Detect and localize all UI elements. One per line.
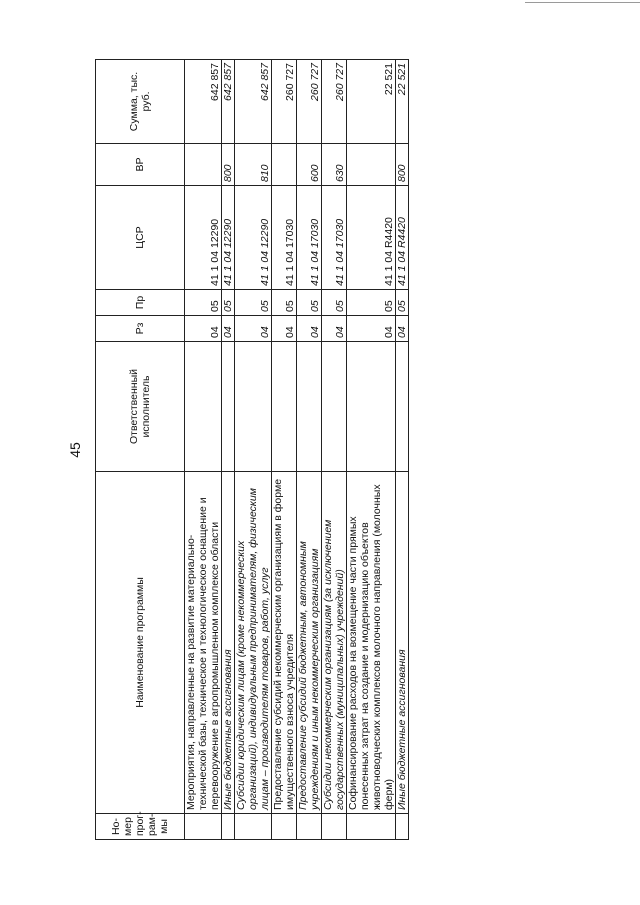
cell-pr: 05 — [185, 290, 222, 316]
table-row — [235, 60, 272, 840]
cell-pr: 05 — [222, 290, 235, 316]
cell-csr: 41 1 04 17030 — [272, 186, 297, 290]
cell-pr: 05 — [272, 290, 297, 316]
cell-csr: 41 1 04 12290 — [235, 186, 272, 290]
cell-responsible — [222, 342, 235, 472]
cell-pr: 05 — [235, 290, 272, 316]
cell-responsible — [396, 342, 409, 472]
cell-rz: 04 — [297, 316, 322, 342]
cell-program-number — [272, 814, 297, 840]
cell-vr: 600 — [297, 144, 322, 186]
cell-responsible — [235, 342, 272, 472]
cell-responsible — [347, 342, 396, 472]
cell-pr: 05 — [297, 290, 322, 316]
cell-program-name: Мероприятия, направленные на развитие материально-технической базы, техническое и технологическое оснащение и перевооружение в агропромышленном комплексе области — [185, 472, 222, 814]
header-sum: Сумма, тыс. руб. — [96, 60, 185, 144]
cell-csr: 41 1 04 R4420 — [396, 186, 409, 290]
cell-program-name: Софинансирование расходов на возмещение части прямых понесенных затрат на создание и модернизацию объектов животноводческих комплексов молочного направления (молочных ферм) — [347, 472, 396, 814]
cell-rz: 04 — [272, 316, 297, 342]
cell-sum: 22 521 — [396, 60, 409, 144]
cell-rz: 04 — [322, 316, 347, 342]
header-program-number: Но-мер прог-рам-мы — [96, 814, 185, 840]
top-edge-rule — [525, 2, 640, 3]
cell-program-number — [222, 814, 235, 840]
page-number: 45 — [67, 442, 83, 458]
header-pr: Пр — [96, 290, 185, 316]
table-row — [322, 60, 347, 840]
cell-vr — [272, 144, 297, 186]
cell-vr: 800 — [396, 144, 409, 186]
header-vr: ВР — [96, 144, 185, 186]
cell-responsible — [185, 342, 222, 472]
cell-sum: 22 521 — [347, 60, 396, 144]
header-rz: Рз — [96, 316, 185, 342]
cell-program-name: Предоставление субсидий некоммерческим организациям в форме имущественного взноса учредителя — [272, 472, 297, 814]
table-header-row — [96, 60, 185, 840]
cell-csr: 41 1 04 R4420 — [347, 186, 396, 290]
table-row — [222, 60, 235, 840]
table-row — [347, 60, 396, 840]
cell-pr: 05 — [396, 290, 409, 316]
cell-program-name: Субсидии некоммерческим организациям (за исключением государственных (муниципальных) учреждений) — [322, 472, 347, 814]
cell-program-number — [235, 814, 272, 840]
cell-program-number — [297, 814, 322, 840]
cell-program-name: Предоставление субсидий бюджетным, автономным учреждениям и иным некоммерческим организациям — [297, 472, 322, 814]
table-row — [396, 60, 409, 840]
cell-vr — [347, 144, 396, 186]
cell-sum: 642 857 — [222, 60, 235, 144]
header-program-name: Наименование программы — [96, 472, 185, 814]
budget-table — [95, 59, 409, 840]
cell-sum: 260 727 — [322, 60, 347, 144]
cell-sum: 260 727 — [297, 60, 322, 144]
cell-responsible — [297, 342, 322, 472]
cell-rz: 04 — [396, 316, 409, 342]
cell-csr: 41 1 04 12290 — [222, 186, 235, 290]
rotated-landscape-page — [65, 60, 535, 840]
table-row — [297, 60, 322, 840]
cell-pr: 05 — [347, 290, 396, 316]
table-row — [185, 60, 222, 840]
cell-vr: 810 — [235, 144, 272, 186]
cell-rz: 04 — [185, 316, 222, 342]
cell-sum: 260 727 — [272, 60, 297, 144]
cell-pr: 05 — [322, 290, 347, 316]
cell-csr: 41 1 04 12290 — [185, 186, 222, 290]
cell-responsible — [322, 342, 347, 472]
cell-sum: 642 857 — [185, 60, 222, 144]
cell-csr: 41 1 04 17030 — [297, 186, 322, 290]
cell-rz: 04 — [347, 316, 396, 342]
cell-sum: 642 857 — [235, 60, 272, 144]
cell-rz: 04 — [222, 316, 235, 342]
table-row — [272, 60, 297, 840]
cell-rz: 04 — [235, 316, 272, 342]
cell-program-name: Иные бюджетные ассигнования — [222, 472, 235, 814]
cell-program-number — [396, 814, 409, 840]
cell-program-name: Субсидии юридическим лицам (кроме некоммерческих организаций), индивидуальным предпринимателям, физическим лицам – производителям товаров, работ, услуг — [235, 472, 272, 814]
header-csr: ЦСР — [96, 186, 185, 290]
cell-vr — [185, 144, 222, 186]
cell-csr: 41 1 04 17030 — [322, 186, 347, 290]
cell-program-number — [347, 814, 396, 840]
cell-program-number — [322, 814, 347, 840]
cell-vr: 800 — [222, 144, 235, 186]
header-responsible: Ответственный исполнитель — [96, 342, 185, 472]
cell-program-name: Иные бюджетные ассигнования — [396, 472, 409, 814]
cell-responsible — [272, 342, 297, 472]
cell-program-number — [185, 814, 222, 840]
cell-vr: 630 — [322, 144, 347, 186]
